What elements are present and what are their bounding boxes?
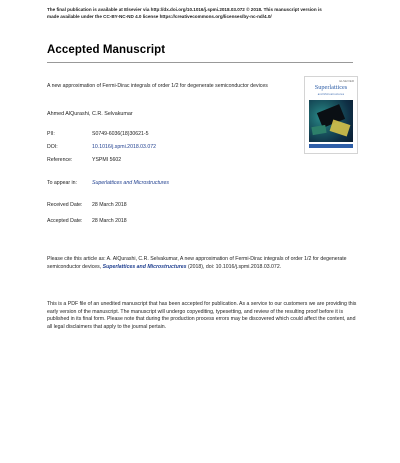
cover-footer-bar	[309, 144, 353, 148]
cover-journal-name: Superlattices	[314, 84, 348, 91]
citation-suffix: (2018), doi: 10.1016/j.spmi.2018.03.072.	[186, 263, 282, 270]
doi-label: DOI:	[47, 144, 58, 150]
cover-artwork	[309, 100, 353, 142]
journal-cover	[304, 76, 358, 154]
reference-value: YSPMI 5602	[92, 157, 122, 163]
appear-in-label: To appear in:	[47, 180, 77, 186]
reference-label: Reference:	[47, 157, 73, 163]
pii-value: S0749-6036(18)30621-5	[92, 131, 149, 137]
accepted-date-value: 28 March 2018	[92, 218, 127, 224]
banner-line-1: The final publication is available at Elsevier via http://dx.doi.org/10.1016/j.spmi.2018.03.072 © 2018. This manuscript version is	[47, 7, 322, 12]
pii-label: PII:	[47, 131, 55, 137]
citation-journal: Superlattices and Microstructures	[102, 263, 187, 270]
received-date-value: 28 March 2018	[92, 202, 127, 208]
article-authors: Ahmed AlQurashi, C.R. Selvakumar	[47, 111, 133, 117]
received-date-label: Received Date:	[47, 202, 83, 208]
citation-paragraph	[47, 256, 357, 271]
cover-journal-subtitle: and Microstructures	[317, 93, 345, 96]
publisher-logo: ELSEVIER	[339, 79, 354, 83]
disclaimer-paragraph: This is a PDF file of an unedited manuscript that has been accepted for publication. As a service to our customers we are providing this early version of the manuscript. The manuscript will undergo copyediting, typesetting, and review of the resulting proof before it is published in its final form. Please note that during the production process errors may be discovered which could affect the content, and all legal disclaimers that apply to the journal pertain.	[47, 301, 357, 330]
article-title: A new approximation of Fermi-Dirac integrals of order 1/2 for degenerate semiconductor devices	[47, 83, 268, 89]
doi-link[interactable]: 10.1016/j.spmi.2018.03.072	[92, 144, 157, 150]
accepted-date-label: Accepted Date:	[47, 218, 83, 224]
page-heading: Accepted Manuscript	[47, 44, 166, 56]
license-banner	[47, 7, 367, 20]
citation-prefix: Please cite this article as: A. AlQurashi, C.R. Selvakumar, A new approximation of Fermi-Dirac integrals of order 1/2 for degenerate semiconductor devices,	[47, 256, 347, 270]
heading-divider	[47, 62, 353, 63]
journal-name: Superlattices and Microstructures	[92, 180, 169, 186]
banner-line-2: made available under the CC-BY-NC-ND 4.0 license https://creativecommons.org/licenses/by-nc-nd/4.0/	[47, 13, 272, 19]
